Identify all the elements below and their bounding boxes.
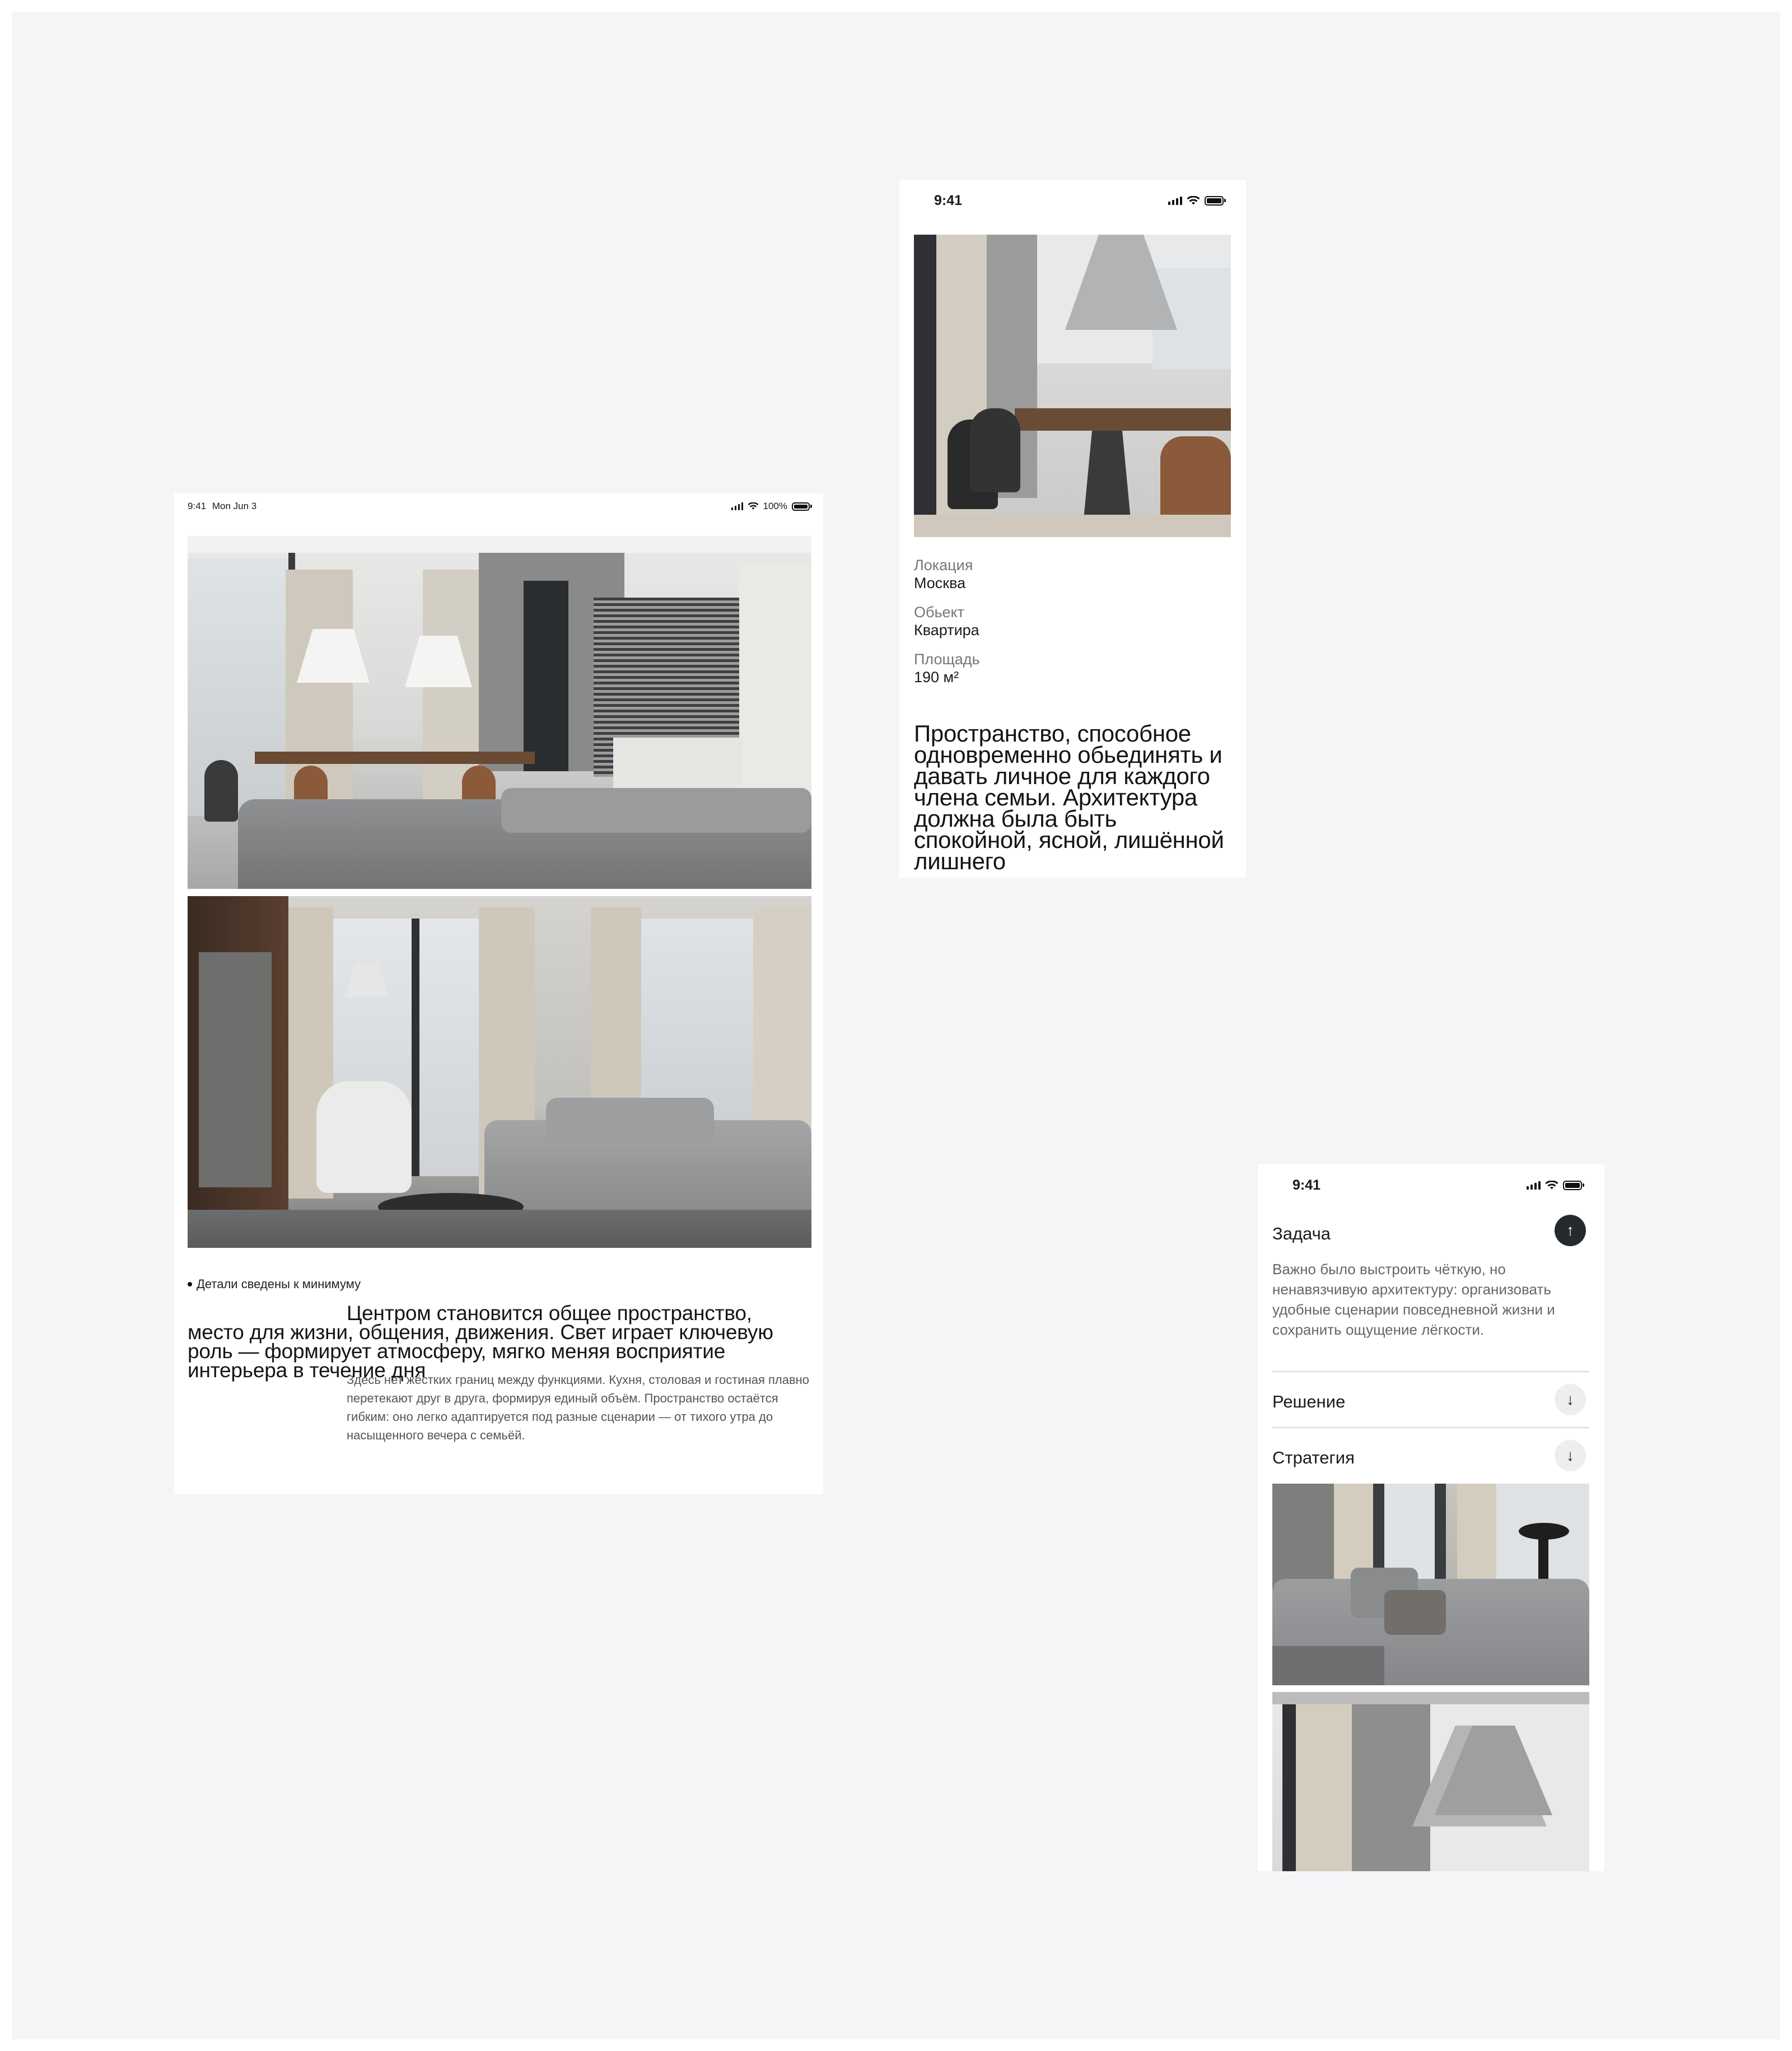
wifi-icon bbox=[748, 502, 759, 510]
wifi-icon bbox=[1187, 196, 1200, 206]
pendant-lamp-photo bbox=[1272, 1692, 1589, 1871]
sofa-cushions-photo bbox=[1272, 1484, 1589, 1685]
accordion-title: Решение bbox=[1272, 1392, 1346, 1411]
phone-screen-accordion bbox=[1258, 1164, 1604, 1871]
battery-icon bbox=[1205, 196, 1224, 206]
accordion-item-task[interactable] bbox=[1272, 1215, 1589, 1248]
dining-living-room-photo bbox=[188, 536, 811, 889]
accordion-title: Стратегия bbox=[1272, 1448, 1355, 1467]
divider bbox=[1272, 1427, 1589, 1428]
arrow-down-icon[interactable]: ↓ bbox=[1555, 1440, 1586, 1471]
dining-table-pendant-lamp-photo bbox=[914, 235, 1231, 537]
living-room-lounge-photo bbox=[188, 896, 811, 1248]
body-paragraph: Здесь нет жёстких границ между функциями. Кухня, столовая и гостиная плавно перетекают друг в друга, формируя единый объём. Пространство остаётся гибким: оно легко адаптируется под разные сценарии — от тихого утра до насыщенного вечера с семьёй. bbox=[347, 1373, 810, 1442]
tablet-screen bbox=[174, 493, 823, 1494]
arrow-up-icon[interactable]: ↑ bbox=[1555, 1215, 1586, 1246]
divider bbox=[1272, 1371, 1589, 1372]
meta-value: Квартира bbox=[914, 622, 979, 638]
meta-value: 190 м² bbox=[914, 669, 959, 686]
meta-object bbox=[914, 603, 1228, 639]
bullet-dot-icon bbox=[188, 1282, 192, 1286]
cellular-signal-icon bbox=[1527, 1181, 1541, 1190]
caption-text: Детали сведены к минимуму bbox=[197, 1277, 361, 1291]
meta-label: Локация bbox=[914, 557, 973, 574]
cellular-signal-icon bbox=[1168, 197, 1182, 205]
phone-screen-overview bbox=[899, 180, 1246, 878]
status-time: 9:41 bbox=[188, 501, 207, 511]
project-statement: Пространство, способное одновременно обьединять и давать личное для каждого члена семьи. Архитектура должна была быть спокойной, ясной, лишённой лишнего bbox=[914, 720, 1224, 874]
meta-label: Обьект bbox=[914, 604, 965, 621]
battery-percent: 100% bbox=[763, 501, 787, 511]
photo-caption bbox=[188, 1277, 361, 1292]
status-time: 9:41 bbox=[934, 192, 963, 208]
accordion-title: Задача bbox=[1272, 1224, 1331, 1243]
accordion-content-task: Важно было выстроить чёткую, но ненавязчивую архитектуру: организовать удобные сценарии повседневной жизни и сохранить ощущение лёгкости. bbox=[1272, 1261, 1555, 1338]
accordion-item-strategy[interactable] bbox=[1272, 1439, 1589, 1472]
battery-icon bbox=[792, 502, 810, 511]
meta-location bbox=[914, 556, 1228, 592]
arrow-down-icon[interactable]: ↓ bbox=[1555, 1384, 1586, 1415]
lead-paragraph: Центром становится общее пространство, место для жизни, общения, движения. Свет играет ключевую роль — формирует атмосферу, мягко меняя восприятие интерьера в течение дня bbox=[188, 1302, 773, 1382]
meta-value: Москва bbox=[914, 575, 966, 591]
wifi-icon bbox=[1545, 1181, 1558, 1190]
status-date: Mon Jun 3 bbox=[212, 501, 257, 511]
status-bar bbox=[1258, 1171, 1604, 1199]
status-time: 9:41 bbox=[1292, 1177, 1321, 1193]
status-bar bbox=[899, 187, 1246, 215]
meta-label: Площадь bbox=[914, 651, 980, 668]
cellular-signal-icon bbox=[731, 502, 743, 510]
status-bar bbox=[174, 498, 823, 515]
battery-icon bbox=[1563, 1181, 1582, 1190]
meta-area bbox=[914, 650, 1228, 686]
accordion-item-solution[interactable] bbox=[1272, 1383, 1589, 1416]
